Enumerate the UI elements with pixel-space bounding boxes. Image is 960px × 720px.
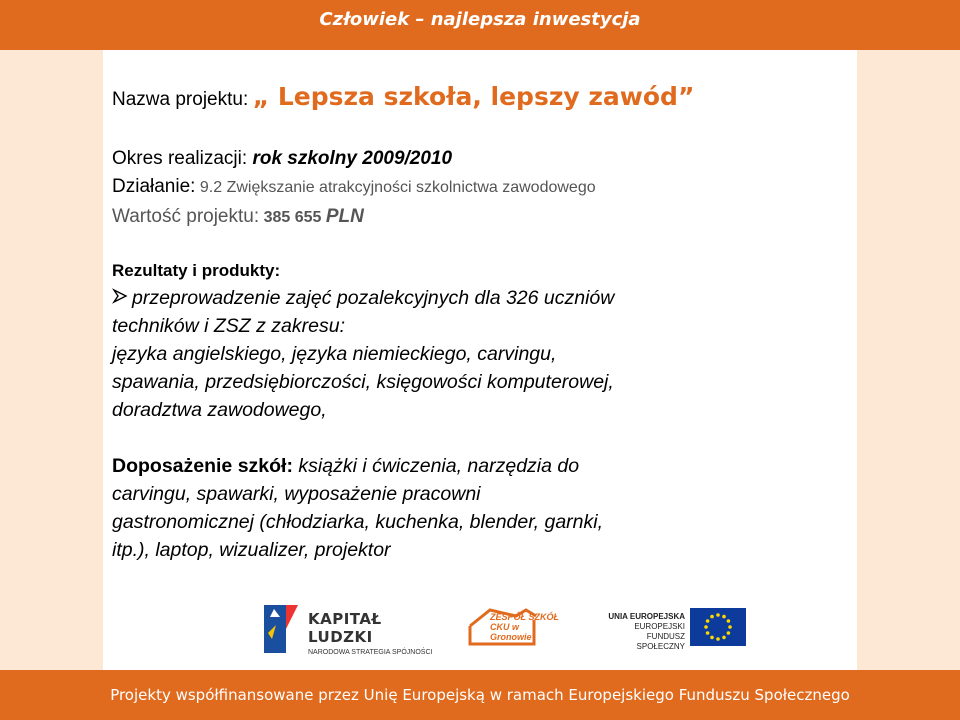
kapital-ludzki-logo-mark [262,603,300,655]
action-label: Działanie: [112,176,196,197]
value-label: Wartość projektu: [112,206,260,227]
equipment-label: Doposażenie szkół: [112,455,293,477]
zespol-szkol-logo-text: ZESPÓŁ SZKÓŁ CKU w Gronowie [490,612,560,642]
period-value: rok szkolny 2009/2010 [252,148,453,169]
footer-text: Projekty współfinansowane przez Unię Europejską w ramach Europejskiego Funduszu Społecznego [110,686,850,704]
left-decor-strip [0,50,103,670]
results-line-4: spawania, przedsiębiorczości, księgowości komputerowej, [112,371,614,393]
equipment-line-1 [112,455,579,478]
value-line [112,206,364,228]
equipment-line-2: carvingu, spawarki, wyposażenie pracowni [112,483,481,505]
header-title: Człowiek – najlepsza inwestycja [319,9,641,30]
arrow-bullet-icon [112,287,132,310]
results-line-1 [112,287,614,310]
eu-logo-text: UNIA EUROPEJSKA EUROPEJSKI FUNDUSZ SPOŁECZNY [608,612,685,651]
period-line [112,148,452,170]
action-value: 9.2 Zwiększanie atrakcyjności szkolnictwa zawodowego [199,179,596,196]
equipment-line-3: gastronomicznej (chłodziarka, kuchenka, blender, garnki, [112,511,604,533]
value-amount: 385 655 [263,209,322,226]
kapital-ludzki-logo-text: KAPITAŁ LUDZKI NARODOWA STRATEGIA SPÓJNOŚCI [308,610,433,656]
results-line-2: techników i ZSZ z zakresu: [112,315,345,337]
project-name-label: Nazwa projektu: [112,89,249,110]
results-line-5: doradztwa zawodowego, [112,399,327,421]
equipment-line-4: itp.), laptop, wizualizer, projektor [112,539,391,561]
results-text: przeprowadzenie zajęć pozalekcyjnych dla 326 uczniów [132,287,615,309]
eu-flag-icon [690,608,746,646]
results-heading: Rezultaty i produkty: [112,261,281,280]
right-decor-strip [857,50,960,670]
period-label: Okres realizacji: [112,148,248,169]
results-line-3: języka angielskiego, języka niemieckiego, carvingu, [112,343,557,365]
project-name-line [112,82,694,111]
project-name-value: „ Lepsza szkoła, lepszy zawód” [252,82,695,111]
equipment-text: książki i ćwiczenia, narzędzia do [298,455,580,477]
action-line [112,176,596,198]
value-currency: PLN [325,206,364,227]
